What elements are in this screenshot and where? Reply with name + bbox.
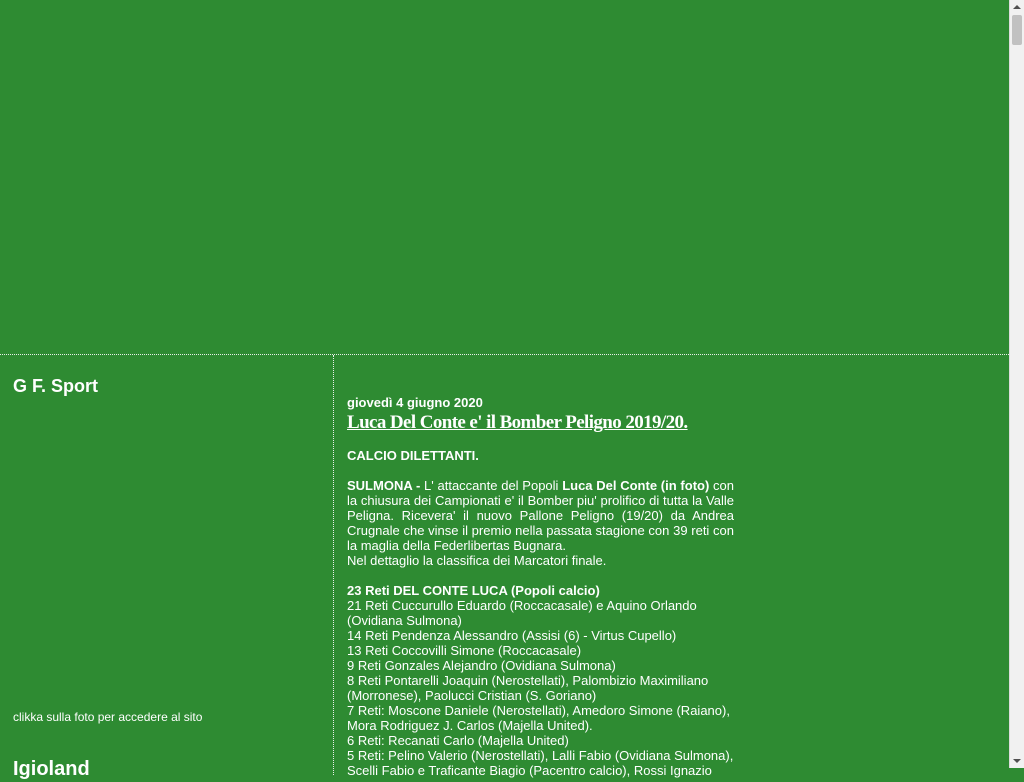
vertical-scrollbar[interactable] <box>1009 0 1024 768</box>
post-body <box>347 448 734 778</box>
sidebar <box>13 374 323 780</box>
scroll-up-arrow-icon[interactable] <box>1010 0 1024 14</box>
sidebar-heading-igioland: Igioland <box>13 758 90 780</box>
scorer-line: 21 Reti Cuccurullo Eduardo (Roccacasale) e Aquino Orlando (Ovidiana Sulmona) <box>347 598 697 628</box>
scorer-line: 8 Reti Pontarelli Joaquin (Nerostellati), Palombizio Maximiliano (Morronese), Paolucci Cristian (S. Goriano) <box>347 673 709 703</box>
scroll-thumb[interactable] <box>1012 15 1022 45</box>
scorer-line: 7 Reti: Moscone Daniele (Nerostellati), Amedoro Simone (Raiano), Mora Rodriguez J. Carlos (Majella United). <box>347 703 730 733</box>
intro-detail: Nel dettaglio la classifica dei Marcatori finale. <box>347 553 607 568</box>
photo-caption: clikka sulla foto per accedere al sito <box>13 710 203 724</box>
scorer-line: 13 Reti Coccovilli Simone (Roccacasale) <box>347 643 582 658</box>
scorer-line: 14 Reti Pendenza Alessandro (Assisi (6) - Virtus Cupello) <box>347 628 677 643</box>
intro-part1: L' attaccante del Popoli <box>420 478 563 493</box>
site-title: G F. Sport <box>13 376 98 396</box>
column-divider <box>333 355 334 775</box>
post-title-link[interactable]: Luca Del Conte e' il Bomber Peligno 2019/20. <box>347 412 688 433</box>
scorers-top: 23 Reti DEL CONTE LUCA (Popoli calcio) <box>347 583 600 598</box>
scorer-line: 9 Reti Gonzales Alejandro (Ovidiana Sulmona) <box>347 658 616 673</box>
scorer-line: 5 Reti: Pelino Valerio (Nerostellati), Lalli Fabio (Ovidiana Sulmona), Scelli Fabio e Traficante Biagio (Pacentro calcio), Rossi Ignazio <box>347 748 734 778</box>
post-date: giovedì 4 giugno 2020 <box>347 395 483 410</box>
header-divider <box>0 354 1009 355</box>
scorer-line: 6 Reti: Recanati Carlo (Majella United) <box>347 733 569 748</box>
intro-name: Luca Del Conte (in foto) <box>562 478 710 493</box>
post-intro <box>347 478 734 553</box>
header-banner-area <box>0 0 1009 354</box>
scroll-down-arrow-icon[interactable] <box>1010 754 1024 768</box>
post-section: CALCIO DILETTANTI. <box>347 448 479 463</box>
post-main <box>347 395 734 778</box>
intro-part2: con la chiusura dei Campionati e' il Bomber piu' prolifico di tutta la Valle Peligna. Ricevera' il nuovo Pallone Peligno (19/20) da Andrea Crugnale che vinse il premio nella passata stagione con 39 reti con la maglia della Federlibertas Bugnara. <box>347 478 734 553</box>
intro-location: SULMONA - <box>347 478 421 493</box>
